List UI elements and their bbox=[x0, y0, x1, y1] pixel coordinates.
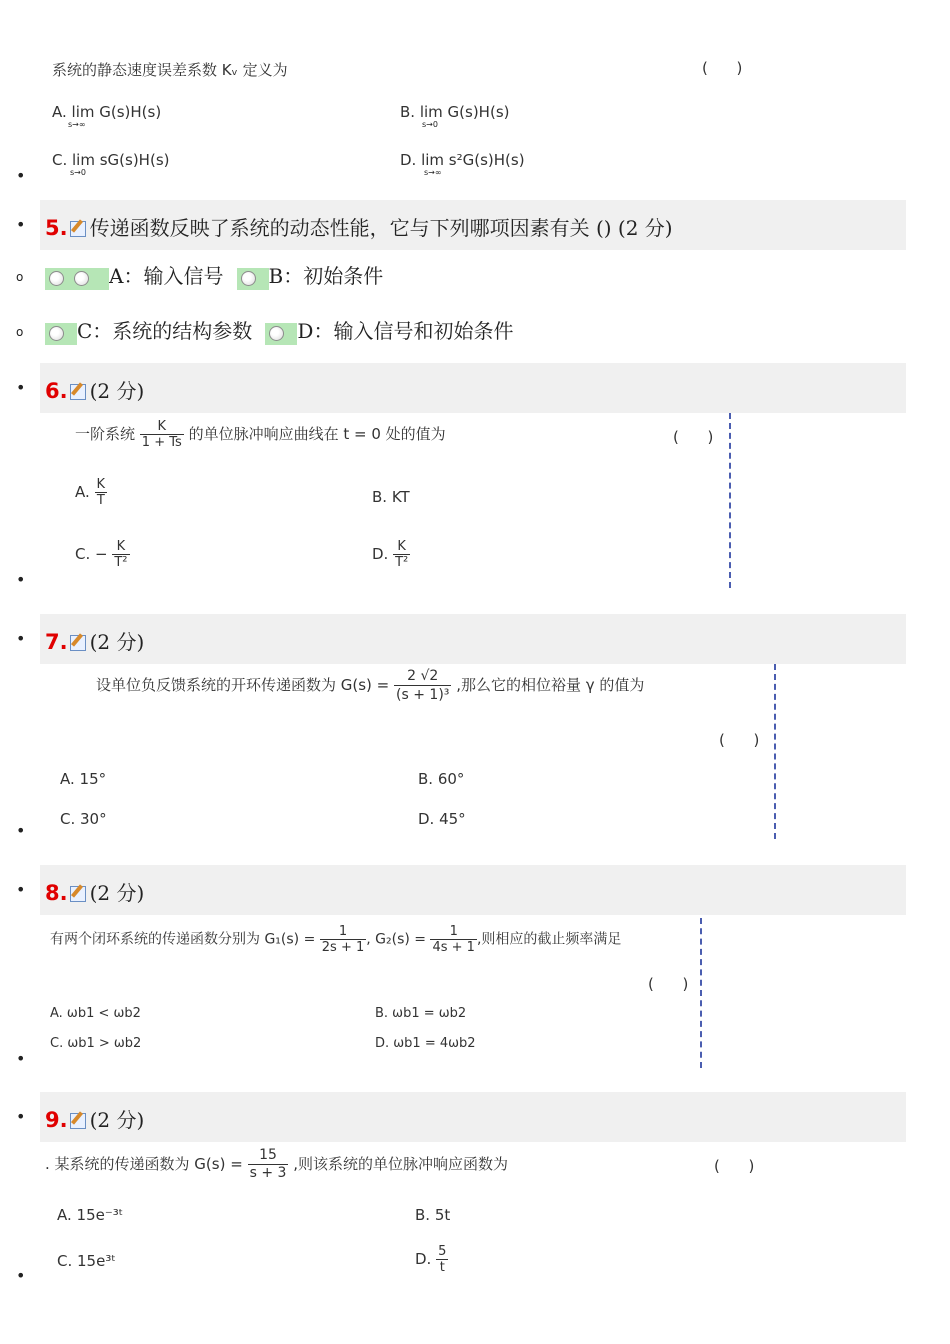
q4-paren: ( ) bbox=[702, 59, 743, 77]
q4-option-c: C. lim sG(s)H(s) bbox=[52, 151, 170, 169]
fraction-denominator: 4s + 1 bbox=[432, 940, 475, 955]
q6-option-a bbox=[75, 477, 107, 508]
q9-option-d bbox=[415, 1244, 448, 1275]
radio-button[interactable] bbox=[74, 271, 89, 286]
q7-paren: ( ) bbox=[719, 731, 760, 749]
list-bullet: • bbox=[16, 215, 26, 234]
q6-score: (2 分) bbox=[89, 379, 145, 403]
fraction-numerator: 1 bbox=[430, 924, 476, 940]
q7-stem bbox=[96, 667, 644, 704]
q9-stem-pre: . 某系统的传递函数为 G(s) = bbox=[45, 1155, 243, 1173]
q5-number: 5. bbox=[45, 216, 68, 240]
q8-stem bbox=[50, 924, 621, 955]
list-bullet: • bbox=[16, 1266, 26, 1285]
radio-button[interactable] bbox=[241, 271, 256, 286]
q9-score: (2 分) bbox=[89, 1108, 145, 1132]
q8-option-d: D. ωb1 = 4ωb2 bbox=[375, 1036, 476, 1051]
list-bullet: • bbox=[16, 1049, 26, 1068]
q6-stem bbox=[75, 419, 446, 450]
q7-stem-fraction bbox=[394, 667, 451, 704]
fraction-numerator: K bbox=[112, 539, 129, 555]
q9-option-c: C. 15e³ᵗ bbox=[57, 1252, 116, 1270]
divider-dashed bbox=[729, 413, 731, 588]
q4-option-a: A. lim G(s)H(s) bbox=[52, 103, 162, 121]
fraction bbox=[436, 1244, 448, 1275]
q6-paren: ( ) bbox=[673, 428, 714, 446]
list-bullet: • bbox=[16, 1107, 26, 1126]
fraction-denominator: t bbox=[439, 1260, 445, 1275]
list-bullet: • bbox=[16, 880, 26, 899]
q6-option-b: B. KT bbox=[372, 488, 410, 506]
q9-option-d-label: D. bbox=[415, 1250, 432, 1268]
fraction-denominator: s + 3 bbox=[249, 1165, 287, 1181]
q4-option-b: B. lim G(s)H(s) bbox=[400, 103, 510, 121]
q6-option-a-label: A. bbox=[75, 483, 90, 501]
list-bullet: • bbox=[16, 378, 26, 397]
q9-stem bbox=[45, 1147, 508, 1182]
q6-stem-post: 的单位脉冲响应曲线在 t = 0 处的值为 bbox=[188, 425, 446, 443]
q5-title bbox=[45, 212, 673, 241]
q9-option-b: B. 5t bbox=[415, 1206, 451, 1224]
q7-number: 7. bbox=[45, 630, 68, 654]
q6-title bbox=[45, 375, 144, 404]
divider-dashed bbox=[700, 918, 702, 1068]
q5-options-row1 bbox=[45, 260, 383, 290]
fraction-denominator: 1 + Ts bbox=[141, 435, 182, 450]
q9-title bbox=[45, 1104, 144, 1133]
sub-bullet: o bbox=[16, 270, 24, 284]
edit-icon[interactable] bbox=[70, 1113, 86, 1129]
q6-option-d-label: D. bbox=[372, 545, 389, 563]
edit-icon[interactable] bbox=[70, 221, 86, 237]
q4-option-d: D. lim s²G(s)H(s) bbox=[400, 151, 525, 169]
q6-option-c-label: C. − bbox=[75, 545, 108, 563]
q8-stem-mid: , G₂(s) = bbox=[366, 931, 427, 948]
q4-limit-c: s→0 bbox=[70, 168, 86, 177]
q7-stem-pre: 设单位负反馈系统的开环传递函数为 G(s) = bbox=[96, 676, 390, 694]
q9-paren: ( ) bbox=[714, 1157, 755, 1175]
q7-stem-post: ,那么它的相位裕量 γ 的值为 bbox=[456, 676, 645, 694]
q4-limit-b: s→0 bbox=[422, 120, 438, 129]
q5-option-b: B：初始条件 bbox=[268, 264, 384, 288]
fraction-numerator: 15 bbox=[248, 1147, 289, 1165]
fraction bbox=[95, 477, 108, 508]
q8-score: (2 分) bbox=[89, 881, 145, 905]
q8-option-b: B. ωb1 = ωb2 bbox=[375, 1006, 467, 1021]
divider-dashed bbox=[774, 664, 776, 839]
radio-button[interactable] bbox=[269, 326, 284, 341]
fraction-numerator: 5 bbox=[438, 1244, 447, 1259]
edit-icon[interactable] bbox=[70, 384, 86, 400]
fraction-numerator: K bbox=[140, 419, 184, 435]
q5-option-c: C：系统的结构参数 bbox=[77, 319, 253, 343]
q7-option-d: D. 45° bbox=[418, 810, 466, 828]
q7-option-b: B. 60° bbox=[418, 770, 465, 788]
fraction-denominator: T² bbox=[395, 555, 409, 570]
q8-number: 8. bbox=[45, 881, 68, 905]
list-bullet: • bbox=[16, 166, 26, 185]
q7-title bbox=[45, 626, 144, 655]
q8-stem-pre: 有两个闭环系统的传递函数分别为 G₁(s) = bbox=[50, 931, 316, 948]
list-bullet: • bbox=[16, 570, 26, 589]
q9-stem-fraction bbox=[248, 1147, 289, 1182]
q8-paren: ( ) bbox=[648, 975, 689, 993]
q7-header bbox=[40, 614, 906, 664]
q9-header bbox=[40, 1092, 906, 1142]
q8-header bbox=[40, 865, 906, 915]
q6-option-d bbox=[372, 539, 410, 570]
q4-limit-a: s→∞ bbox=[68, 120, 86, 129]
q5-option-a-radio-box[interactable] bbox=[45, 268, 109, 290]
sub-bullet: o bbox=[16, 325, 24, 339]
fraction-denominator: T bbox=[96, 493, 105, 508]
fraction-numerator: K bbox=[393, 539, 410, 555]
q5-text: 传递函数反映了系统的动态性能，它与下列哪项因素有关 () (2 分) bbox=[89, 216, 673, 240]
q8-option-c: C. ωb1 > ωb2 bbox=[50, 1036, 142, 1051]
q9-number: 9. bbox=[45, 1108, 68, 1132]
q6-stem-fraction bbox=[140, 419, 184, 450]
q8-stem-post: ,则相应的截止频率满足 bbox=[476, 931, 622, 948]
edit-icon[interactable] bbox=[70, 886, 86, 902]
q9-stem-post: ,则该系统的单位脉冲响应函数为 bbox=[293, 1155, 508, 1173]
fraction bbox=[112, 539, 129, 570]
q5-option-b-radio-box[interactable] bbox=[237, 268, 269, 290]
q8-title bbox=[45, 877, 144, 906]
q7-option-a: A. 15° bbox=[60, 770, 107, 788]
q5-option-d: D：输入信号和初始条件 bbox=[297, 319, 514, 343]
radio-button[interactable] bbox=[49, 326, 64, 341]
list-bullet: • bbox=[16, 821, 26, 840]
q6-option-c bbox=[75, 539, 130, 570]
fraction-denominator: T² bbox=[114, 555, 128, 570]
q5-option-c-radio-box[interactable] bbox=[45, 323, 77, 345]
q6-stem-pre: 一阶系统 bbox=[75, 425, 136, 443]
list-bullet: • bbox=[16, 629, 26, 648]
fraction-denominator: (s + 1)³ bbox=[396, 687, 450, 703]
q7-option-c: C. 30° bbox=[60, 810, 107, 828]
q7-score: (2 分) bbox=[89, 630, 145, 654]
fraction-denominator: 2s + 1 bbox=[321, 940, 365, 955]
radio-button[interactable] bbox=[49, 271, 64, 286]
q5-options-row2 bbox=[45, 315, 513, 345]
q6-header bbox=[40, 363, 906, 413]
q5-option-d-radio-box[interactable] bbox=[265, 323, 297, 345]
q9-option-a: A. 15e⁻³ᵗ bbox=[57, 1206, 124, 1224]
fraction-numerator: K bbox=[96, 477, 106, 492]
q4-limit-d: s→∞ bbox=[424, 168, 442, 177]
q4-stem: 系统的静态速度误差系数 Kᵥ 定义为 bbox=[52, 61, 288, 79]
fraction-numerator: 2 √2 bbox=[394, 667, 451, 686]
fraction-numerator: 1 bbox=[320, 924, 366, 940]
q5-option-a: A：输入信号 bbox=[109, 264, 224, 288]
q8-fraction-1 bbox=[320, 924, 366, 955]
q6-number: 6. bbox=[45, 379, 68, 403]
q8-fraction-2 bbox=[430, 924, 476, 955]
q8-option-a: A. ωb1 < ωb2 bbox=[50, 1006, 141, 1021]
edit-icon[interactable] bbox=[70, 635, 86, 651]
fraction bbox=[393, 539, 410, 570]
